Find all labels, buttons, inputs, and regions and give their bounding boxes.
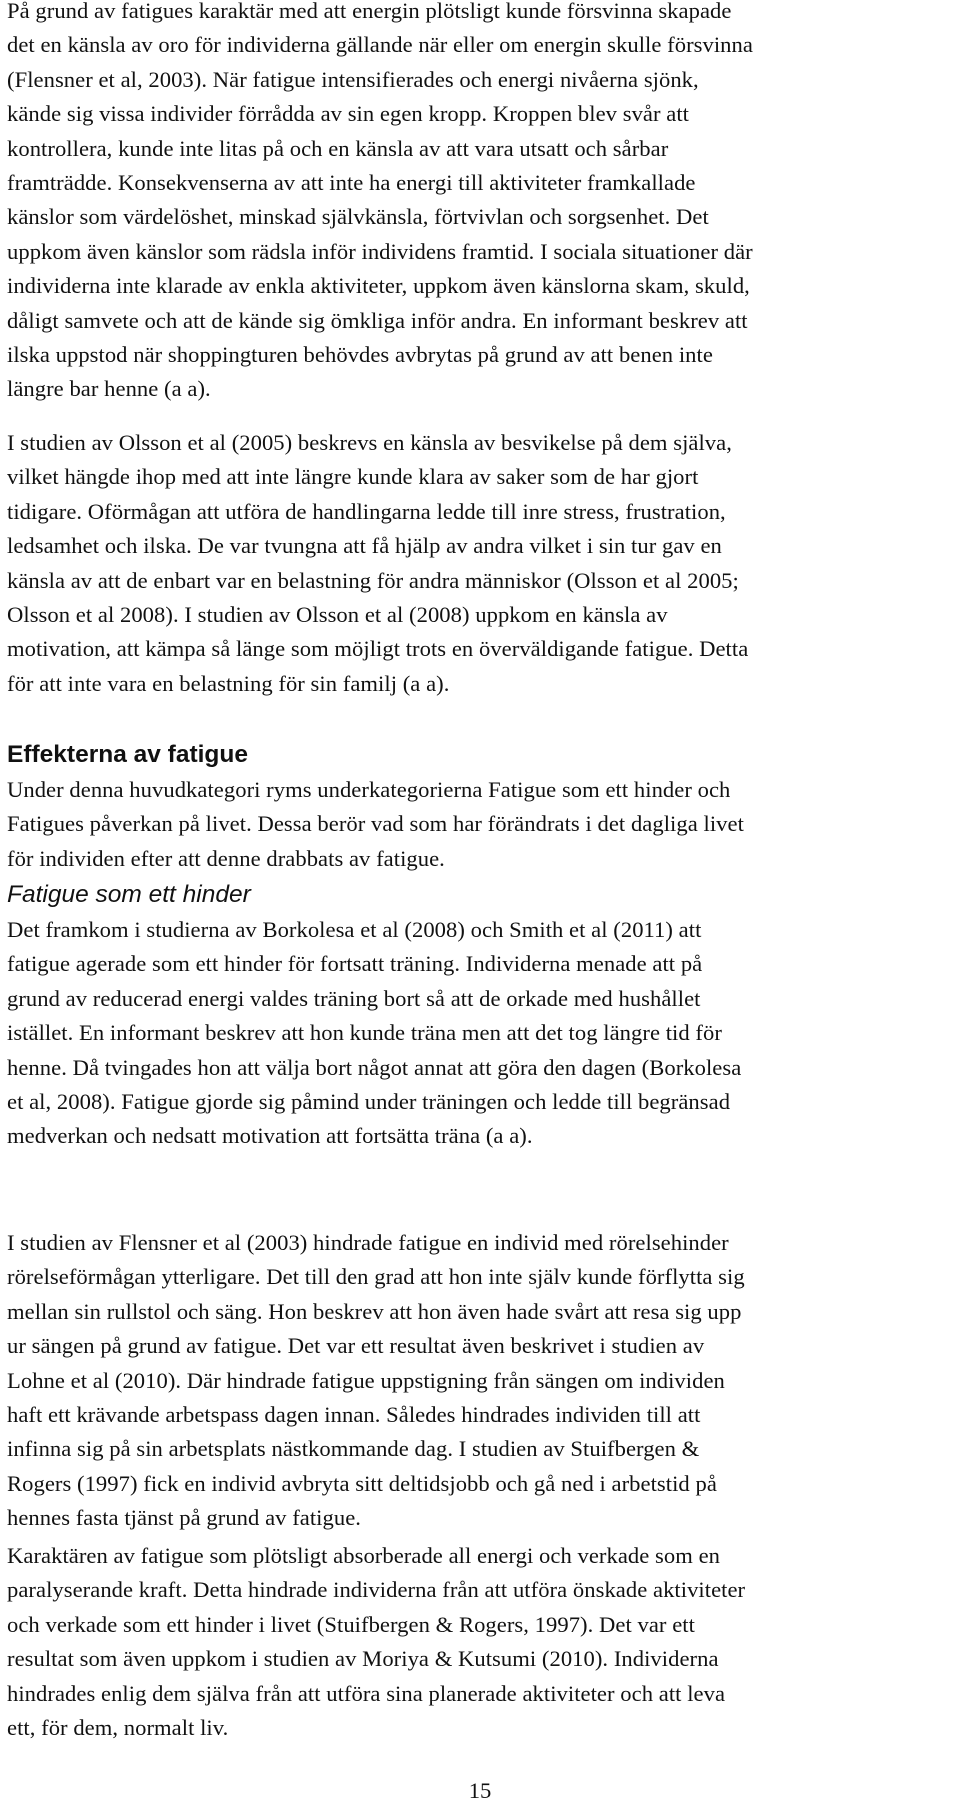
text-line: fatigue agerade som ett hinder för fortsatt träning. Individerna menade att på bbox=[7, 951, 703, 977]
text-line: tidigare. Oförmågan att utföra de handlingarna ledde till inre stress, frustration, bbox=[7, 498, 726, 524]
text-line: istället. En informant beskrev att hon kunde träna men att det tog längre tid för bbox=[7, 1020, 722, 1046]
text-line: Karaktären av fatigue som plötsligt absorberade all energi och verkade som en bbox=[7, 1543, 720, 1568]
text-line: det en känsla av oro för individerna gällande när eller om energin skulle försvinna bbox=[7, 32, 753, 58]
text-line: framträdde. Konsekvenserna av att inte ha energi till aktiviteter framkallade bbox=[7, 170, 696, 196]
text-line: På grund av fatigues karaktär med att energin plötsligt kunde försvinna skapade bbox=[7, 0, 732, 23]
text-line: Olsson et al 2008). I studien av Olsson et al (2008) uppkom en känsla av bbox=[7, 602, 668, 628]
subsection-heading-obstacle: Fatigue som ett hinder bbox=[7, 881, 251, 908]
paragraph-mobility-obstacle bbox=[7, 1226, 947, 1536]
text-line: paralyserande kraft. Detta hindrade individerna från att utföra önskade aktiviteter bbox=[7, 1577, 746, 1603]
page-number: 15 bbox=[468, 1778, 492, 1803]
text-line: grund av reducerad energi valdes träning bort så att de orkade med hushållet bbox=[7, 985, 701, 1011]
paragraph-paralysing-force bbox=[7, 1539, 947, 1745]
text-line: mellan sin rullstol och säng. Hon beskrev att hon även hade svårt att resa sig upp bbox=[7, 1298, 742, 1324]
paragraph-training-obstacle bbox=[7, 913, 947, 1154]
text-line: rörelseförmågan ytterligare. Det till den grad att hon inte själv kunde förflytta sig bbox=[7, 1264, 745, 1290]
text-line: känsla av att de enbart var en belastning för andra människor (Olsson et al 2005; bbox=[7, 567, 739, 593]
text-line: I studien av Flensner et al (2003) hindrade fatigue en individ med rörelsehinder bbox=[7, 1230, 729, 1255]
text-line: vilket hängde ihop med att inte längre kunde klara av saker som de har gjort bbox=[7, 464, 699, 490]
text-line: Fatigues påverkan på livet. Dessa berör vad som har förändrats i det dagliga livet bbox=[7, 811, 744, 837]
text-line: dåligt samvete och att de kände sig ömkliga inför andra. En informant beskrev att bbox=[7, 307, 748, 333]
text-line: kontrollera, kunde inte litas på och en känsla av att vara utsatt och sårbar bbox=[7, 135, 669, 161]
text-line: hindrades enlig dem själva från att utföra sina planerade aktiviteter och att leva bbox=[7, 1680, 726, 1706]
text-line: Det framkom i studierna av Borkolesa et al (2008) och Smith et al (2011) att bbox=[7, 917, 702, 942]
text-line: längre bar henne (a a). bbox=[7, 376, 211, 402]
text-line: hennes fasta tjänst på grund av fatigue. bbox=[7, 1505, 361, 1531]
text-line: medverkan och nedsatt motivation att fortsätta träna (a a). bbox=[7, 1123, 533, 1149]
text-line: och verkade som ett hinder i livet (Stuifbergen & Rogers, 1997). Det var ett bbox=[7, 1611, 695, 1637]
paragraph-olsson-disappointment bbox=[7, 426, 947, 701]
text-line: henne. Då tvingades hon att välja bort något annat att göra den dagen (Borkolesa bbox=[7, 1054, 742, 1080]
text-line: för individen efter att denne drabbats av fatigue. bbox=[7, 845, 445, 871]
text-line: ledsamhet och ilska. De var tvungna att få hjälp av andra vilket i sin tur gav en bbox=[7, 533, 722, 559]
text-line: haft ett krävande arbetspass dagen innan. Således hindrades individen till att bbox=[7, 1402, 701, 1428]
section-heading-effects: Effekterna av fatigue bbox=[7, 741, 248, 768]
text-line: et al, 2008). Fatigue gjorde sig påmind under träningen och ledde till begränsad bbox=[7, 1089, 731, 1115]
text-line: resultat som även uppkom i studien av Moriya & Kutsumi (2010). Individerna bbox=[7, 1646, 719, 1672]
text-line: Lohne et al (2010). Där hindrade fatigue uppstigning från sängen om individen bbox=[7, 1367, 725, 1393]
text-line: kände sig vissa individer förrådda av sin egen kropp. Kroppen blev svår att bbox=[7, 101, 690, 127]
text-line: ett, för dem, normalt liv. bbox=[7, 1715, 229, 1741]
text-line: ilska uppstod när shoppingturen behövdes avbrytas på grund av att benen inte bbox=[7, 342, 713, 368]
text-line: individerna inte klarade av enkla aktiviteter, uppkom även känslorna skam, skuld, bbox=[7, 273, 750, 299]
text-line: (Flensner et al, 2003). När fatigue intensifierades och energi nivåerna sjönk, bbox=[7, 66, 699, 92]
paragraph-fatigue-emotions bbox=[7, 0, 947, 407]
text-line: känslor som värdelöshet, minskad självkänsla, förtvivlan och sorgsenhet. Det bbox=[7, 204, 709, 230]
text-line: Rogers (1997) fick en individ avbryta sitt deltidsjobb och gå ned i arbetstid på bbox=[7, 1470, 717, 1496]
text-line: Under denna huvudkategori ryms underkategorierna Fatigue som ett hinder och bbox=[7, 777, 731, 802]
text-line: uppkom även känslor som rädsla inför individens framtid. I sociala situationer där bbox=[7, 238, 753, 264]
text-line: ur sängen på grund av fatigue. Det var ett resultat även beskrivet i studien av bbox=[7, 1333, 705, 1359]
paragraph-section-intro bbox=[7, 773, 947, 876]
text-line: motivation, att kämpa så länge som möjligt trots en överväldigande fatigue. Detta bbox=[7, 636, 749, 662]
text-line: infinna sig på sin arbetsplats nästkommande dag. I studien av Stuifbergen & bbox=[7, 1436, 700, 1462]
text-line: I studien av Olsson et al (2005) beskrevs en känsla av besvikelse på dem själva, bbox=[7, 430, 732, 455]
text-line: för att inte vara en belastning för sin familj (a a). bbox=[7, 670, 450, 696]
